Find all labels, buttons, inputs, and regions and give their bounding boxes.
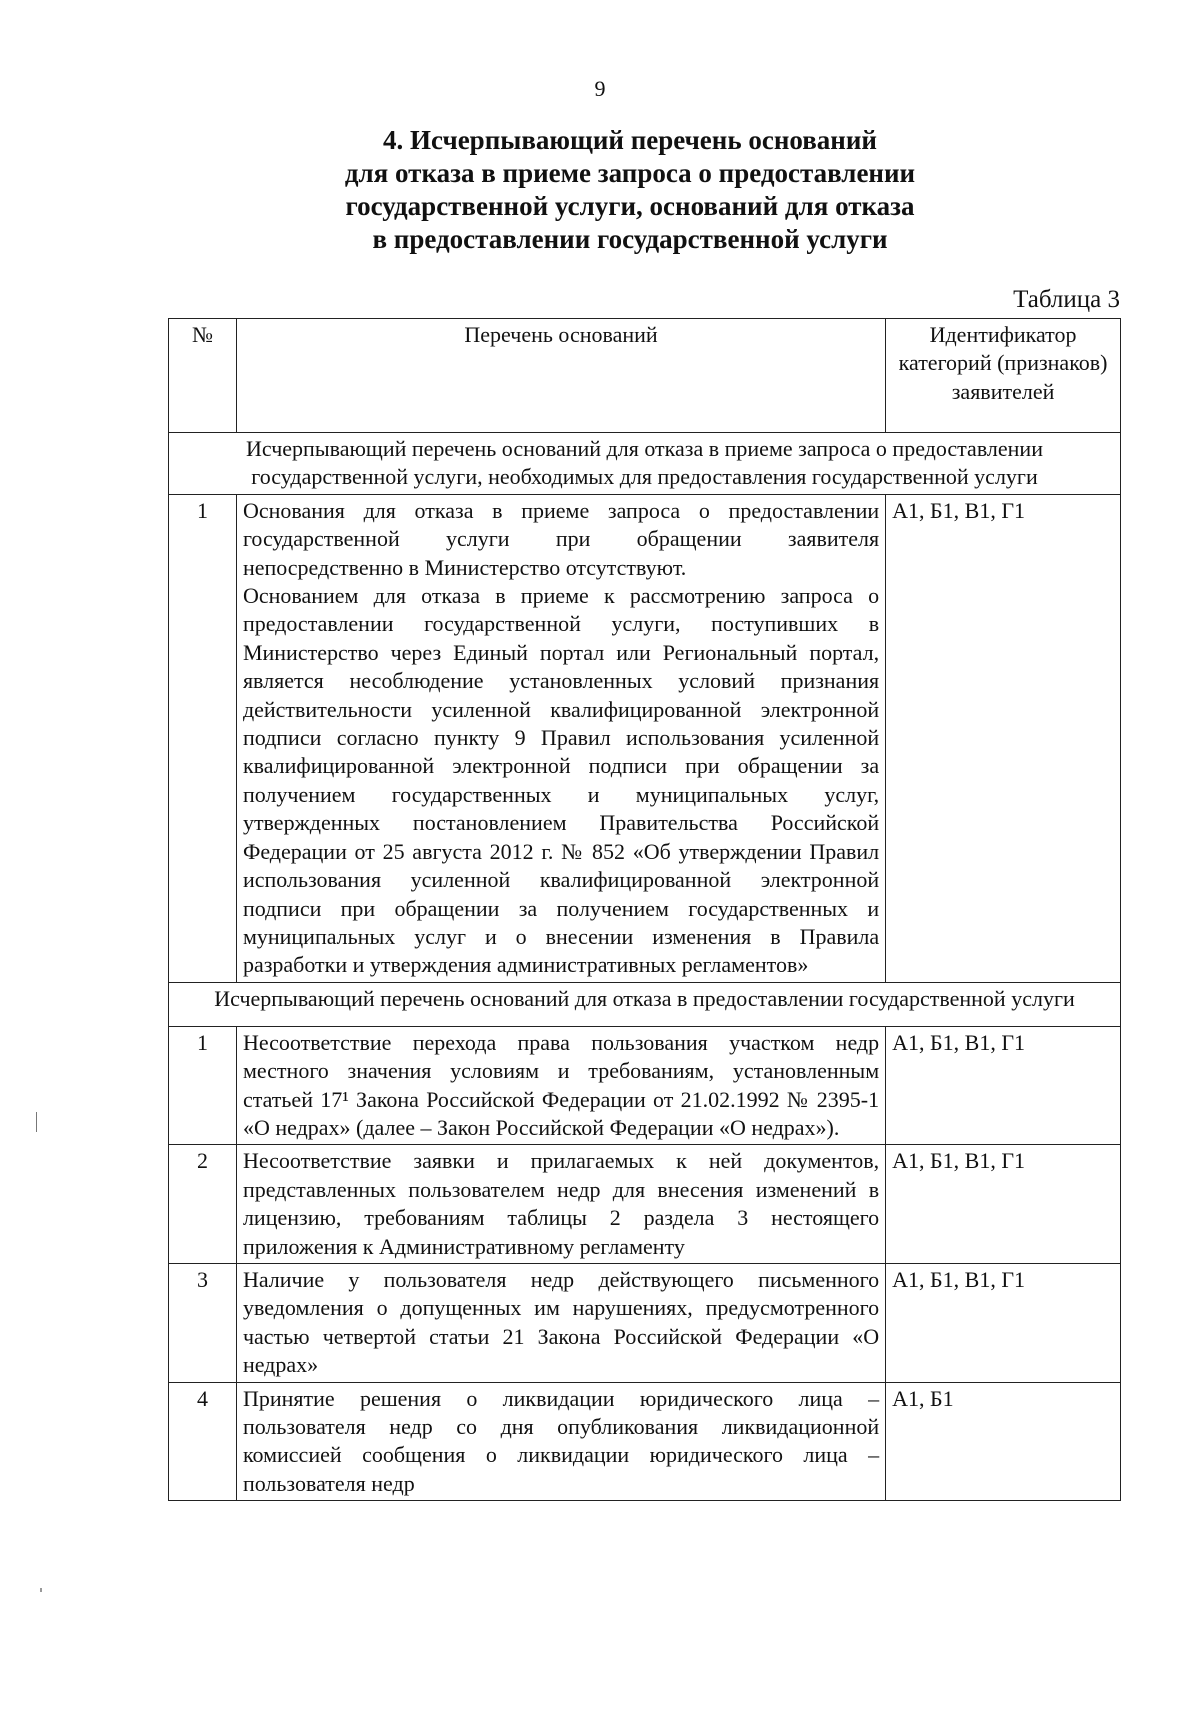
table-row (169, 1145, 1121, 1264)
row-identifier: А1, Б1, В1, Г1 (886, 1145, 1121, 1264)
row-grounds (236, 1382, 885, 1501)
refusal-grounds-table (168, 318, 1121, 1501)
row-number: 1 (169, 1026, 237, 1145)
grounds-paragraph: Несоответствие заявки и прилагаемых к ней документов, представленных пользователем недр для внесения изменений в лицензию, требованиям таблицы 2 раздела 3 нестоящего приложения к Административному регламенту (242, 1148, 880, 1259)
scan-margin-mark (36, 1112, 37, 1132)
section-row (169, 433, 1121, 495)
row-number: 1 (169, 494, 237, 982)
section-heading (250, 124, 1010, 256)
grounds-paragraph: Принятие решения о ликвидации юридического лица – пользователя недр со дня опубликования ликвидационной комиссией сообщения о ликвидации юридического лица – пользователя недр (242, 1385, 880, 1496)
grounds-paragraph: Наличие у пользователя недр действующего письменного уведомления о допущенных им нарушениях, предусмотренного частью четвертой статьи 21 Закона Российской Федерации «О недрах» (242, 1266, 880, 1378)
grounds-paragraph: Основания для отказа в приеме запроса о предоставлении государственной услуги при обращении заявителя непосредственно в Министерство отсутствуют. (242, 497, 880, 580)
section-title: Исчерпывающий перечень оснований для отказа в предоставлении государственной услуги (169, 982, 1121, 1026)
section-row (169, 982, 1121, 1026)
row-identifier: А1, Б1, В1, Г1 (886, 494, 1121, 982)
row-grounds (236, 1263, 885, 1382)
table-row (169, 1026, 1121, 1145)
row-grounds (236, 1026, 885, 1145)
header-grounds: Перечень оснований (236, 319, 885, 433)
grounds-paragraph: Несоответствие перехода права пользования участком недр местного значения условиям и требованиям, установленным статьей 17¹ Закона Российской Федерации от 21.02.1992 № 2395-1 «О недрах» (далее – Закон Российской Федерации «О недрах»). (242, 1029, 880, 1140)
header-identifier: Идентификатор категорий (признаков) заявителей (886, 319, 1121, 433)
heading-line: для отказа в приеме запроса о предоставлении (344, 158, 916, 188)
table-caption: Таблица 3 (1013, 286, 1120, 313)
row-identifier: А1, Б1, В1, Г1 (886, 1263, 1121, 1382)
header-number: № (169, 319, 237, 433)
scan-margin-dot (40, 1588, 42, 1592)
table-row (169, 494, 1121, 982)
heading-line: государственной услуги, оснований для отказа (345, 191, 915, 221)
row-identifier: А1, Б1 (886, 1382, 1121, 1501)
grounds-paragraph: Основанием для отказа в приеме к рассмотрению запроса о предоставлении государственной услуги, поступивших в Министерство через Единый портал или Региональный портал, является несоблюдение установленных условий признания действительности усиленной квалифицированной электронной подписи согласно пункту 9 Правил использования усиленной квалифицированной электронной подписи при обращении за получением государственных и муниципальных услуг, утвержденных постановлением Правительства Российской Федерации от 25 августа 2012 г. № 852 «Об утверждении Правил использования усиленной квалифицированной электронной подписи при обращении за получением государственных и муниципальных услуг и о внесении изменения в Правила разработки и утверждения административных регламентов» (242, 583, 880, 978)
heading-line: в предоставлении государственной услуги (372, 224, 888, 254)
row-grounds (236, 494, 885, 982)
table-row (169, 1382, 1121, 1501)
row-number: 3 (169, 1263, 237, 1382)
table-header-row (169, 319, 1121, 433)
row-identifier: А1, Б1, В1, Г1 (886, 1026, 1121, 1145)
table-row (169, 1263, 1121, 1382)
row-grounds (236, 1145, 885, 1264)
heading-line: 4. Исчерпывающий перечень оснований (383, 125, 877, 155)
row-number: 2 (169, 1145, 237, 1264)
row-number: 4 (169, 1382, 237, 1501)
section-title: Исчерпывающий перечень оснований для отказа в приеме запроса о предоставлении государственной услуги, необходимых для предоставления государственной услуги (169, 433, 1121, 495)
page-number: 9 (594, 76, 606, 101)
